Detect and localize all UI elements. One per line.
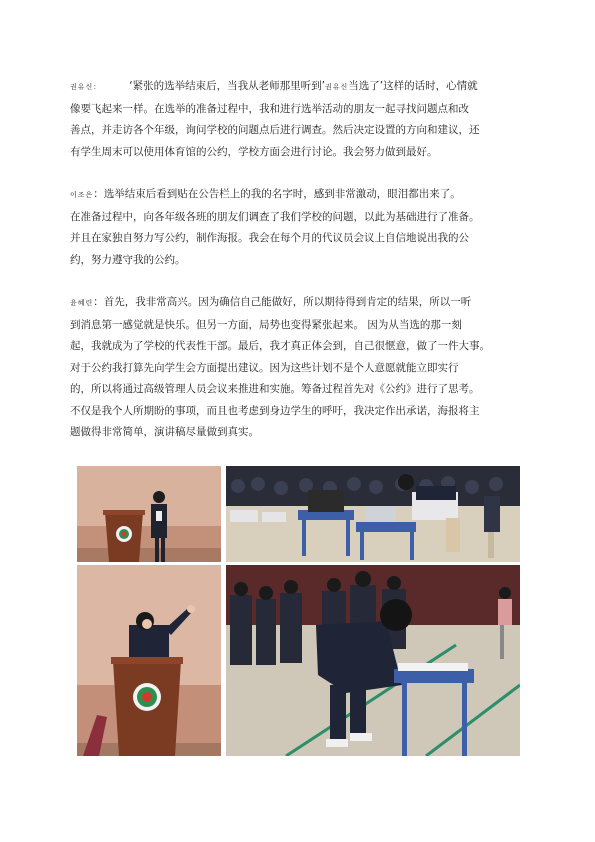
photo-voting-booths [226,466,520,562]
text-line: ：选举结束后看到贴在公告栏上的我的名字时，感到非常激动，眼泪都出来了。 [93,188,461,200]
text-line: 当选了’这样的话时，心情就 [348,80,478,92]
text-line: 题做得非常简单，演讲稿尽量做到真实。 [70,426,259,438]
text-line: ‘紧张的选举结束后，当我从老师那里听到’ [129,80,325,92]
text-line: 对于公约我打算先向学生会方面提出建议。因为这些计划不是个人意愿就能立即实行 [70,361,459,374]
photo-speech-podium-raised-arm [77,565,221,756]
speaker-label: 윤혜린 [70,299,94,307]
photo-speech-podium-small [77,466,221,562]
text-line: 并且在家独自努力写公约，制作海报。我会在每个月的代议员会议上自信地说出我的公 [70,232,469,244]
text-line: 善点，并走访各个年级，询问学校的问题点后进行调查。然后决定设置的方向和建议，还 [70,124,480,136]
inline-speaker-name: 권유신 [324,83,349,91]
text-line: 在准备过程中，向各年级各班的朋友们调查了我们学校的问题，以此为基础进行了准备。 [70,210,480,223]
paragraph-lee-joeun [70,184,530,271]
text-line: 的，所以将通过高级管理人员会议来推进和实施。筹备过程首先对《公约》进行了思考。 [70,383,480,395]
text-line: 不仅是我个人所期盼的事项，而且也考虑到身边学生的呼吁，我决定作出承诺，海报将主 [70,404,480,417]
speaker-label: 이조은 [70,191,94,199]
text-line: 像要飞起来一样。在选举的准备过程中，我和进行选举活动的朋友一起寻找问题点和改 [70,102,469,115]
text-line: 起，我就成为了学校的代表性干部。最后，我才真正体会到，自己很惬意，做了一件大事。 [70,340,490,352]
text-line: 有学生周末可以使用体育馆的公约，学校方面会进行讨论。我会努力做到最好。 [70,145,438,158]
text-line: 约，努力遵守我的公约。 [70,253,186,266]
text-line: 到消息第一感觉就是快乐。但另一方面，局势也变得紧张起来。 因为从当选的那一刻 [70,318,462,331]
paragraph-yoon-hyerin [70,292,530,444]
speaker-label: 권유신： [70,83,102,91]
paragraph-kwon-yusin [70,76,530,163]
photo-student-voting [226,565,520,756]
text-line: ：首先，我非常高兴。因为确信自己能做好，所以期待得到肯定的结果，所以一听 [93,296,472,308]
